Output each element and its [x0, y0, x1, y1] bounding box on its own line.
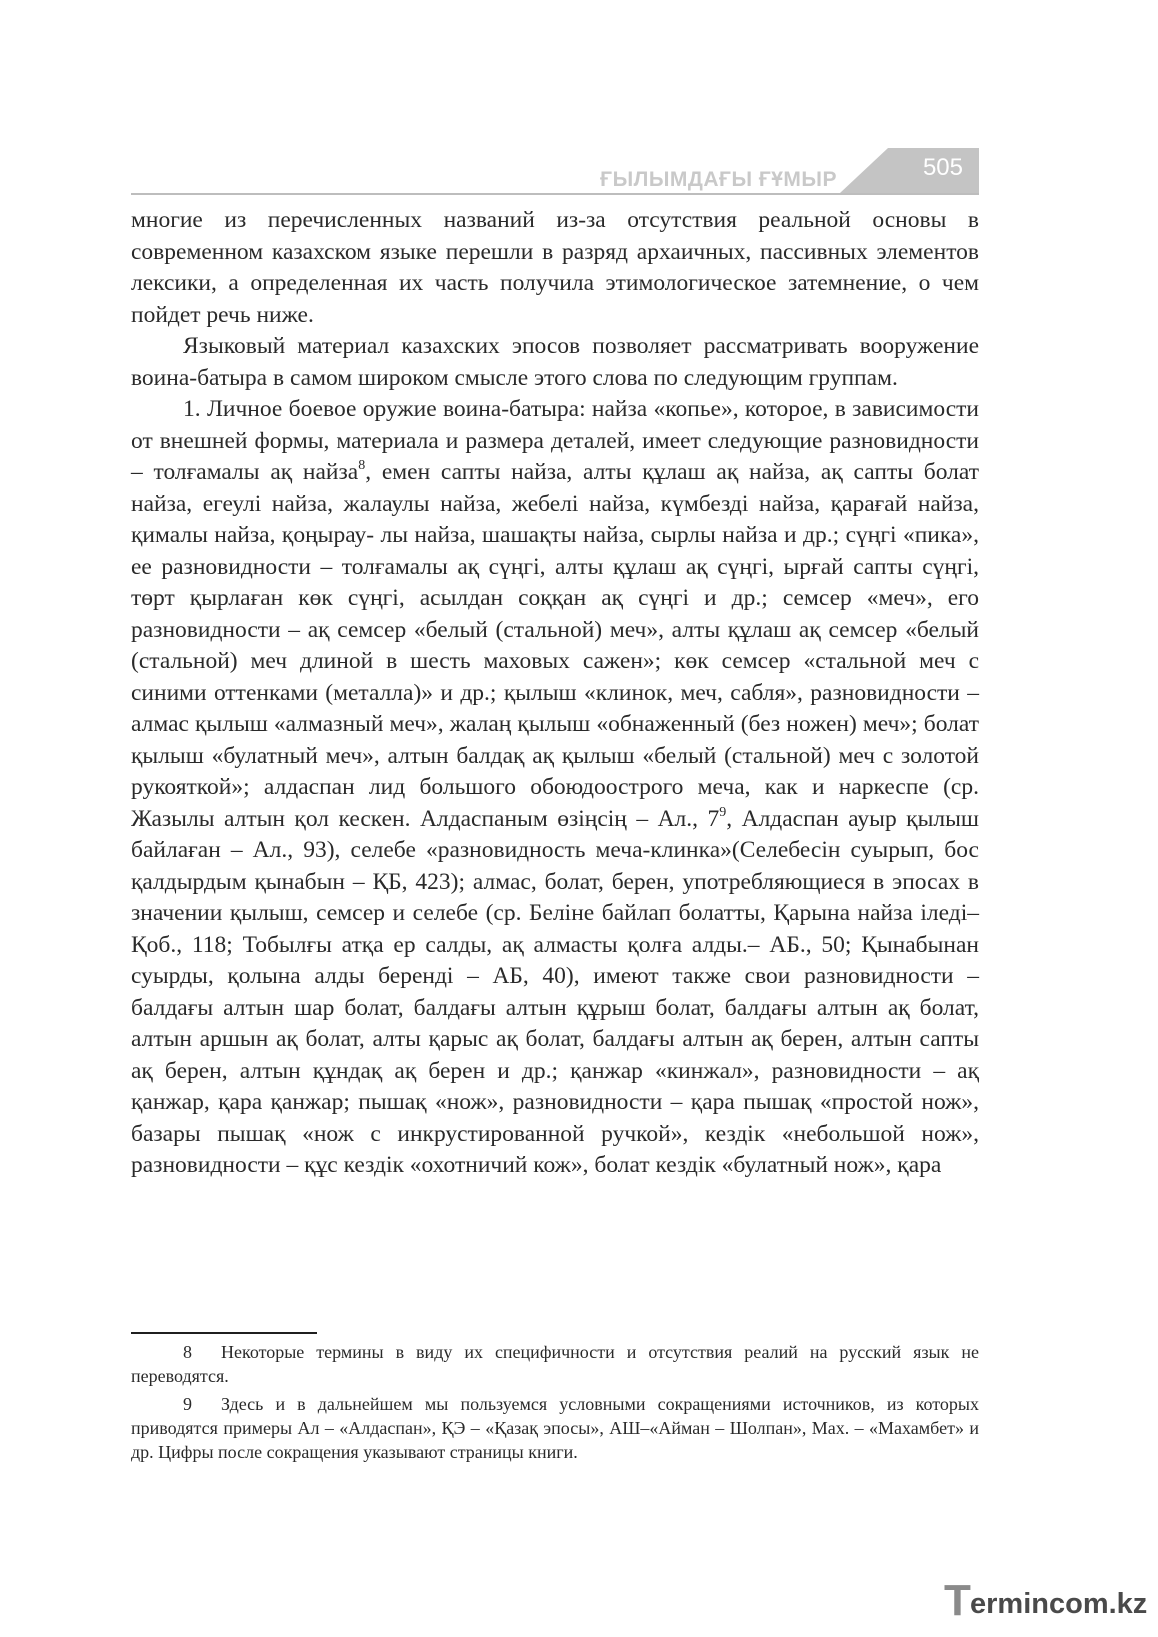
paragraph-3-part-a: 1. Личное боевое оружие воина-батыра: найза «копье», которое, в зависимости от внешней формы, материала и размера деталей, имеет следующие разновидности – толғамалы ақ найза [131, 396, 979, 485]
page-number: 505 [922, 154, 963, 181]
footnote-number: 9 [183, 1394, 192, 1414]
watermark-letter: T [944, 1576, 971, 1625]
footnote-text: Некоторые термины в виду их специфичности и отсутствия реалий на русский язык не переводятся. [131, 1342, 979, 1386]
watermark-logo [944, 1577, 1149, 1625]
paragraph-2: Языковый материал казахских эпосов позволяет рассматривать вооружение воина-батыра в самом широком смысле этого слова по следующим группам. [131, 333, 979, 391]
header-rule [131, 193, 979, 195]
footnote-number: 8 [183, 1342, 192, 1362]
paragraph-3-part-c: , Алдаспан ауыр қылыш байлаған – Ал., 93), селебе «разновидность меча-клинка»(Селебесін суырып, бос қалдырдым қынабын – ҚБ, 423); алмас, болат, берен, употребляющиеся в эпосах в значении қылыш, семсер и селебе (ср. Беліне байлап болатты, Қарына найза іледі– Қоб., 118; Тобылғы атқа ер салды, ақ алмасты қолға алды.– АБ., 50; Қынабынан суырды, қолына алды беренді – АБ, 40), имеют также свои разновидности – балдағы алтын шар болат, балдағы алтын құрыш болат, балдағы алтын ақ болат, алтын аршын ақ болат, алты қарыс ақ болат, балдағы алтын ақ берен, алтын сапты ақ берен, алтын құндақ ақ берен и др.; қанжар «кинжал», разновидности – ақ қанжар, қара қанжар; пышақ «нож», разновидности – қара пышақ «простой нож», базары пышақ «нож с инкрустированной ручкой», кездік «небольшой нож», разновидности – құс кездік «охотничий кож», болат кездік «булатный нож», қара [131, 805, 979, 1178]
running-header [131, 146, 979, 198]
header-title: ҒЫЛЫМДАҒЫ ҒҰМЫР [600, 168, 837, 191]
footnote-ref-8: 8 [358, 458, 366, 474]
body-text [131, 205, 979, 1182]
footnote-text: Здесь и в дальнейшем мы пользуемся условными сокращениями источников, из которых приводятся примеры Ал – «Алдаспан», ҚЭ – «Қазақ эпосы», АШ–«Айман – Шолпан», Мах. – «Махамбет» и др. Цифры после сокращения указывают страницы книги. [131, 1394, 979, 1462]
footnote-separator [131, 1332, 317, 1334]
footnote-9 [131, 1392, 979, 1464]
paragraph-3 [131, 394, 979, 1182]
paragraph-1: многие из перечисленных названий из-за отсутствия реальной основы в современном казахском языке перешли в разряд архаичных, пассивных элементов лексики, а определенная их часть получила этимологическое затемнение, о чем пойдет речь ниже. [131, 207, 979, 328]
paragraph-3-part-b: , емен сапты найза, алты құлаш ақ найза, ақ сапты болат найза, егеулі найза, жалаулы найза, жебелі найза, күмбезді найза, қарағай найза, қималы найза, қоңырау- лы найза, шашақты найза, сырлы найза и др.; сүңгі «пика», ее разновидности – толғамалы ақ сүңгі, алты құлаш ақ сүңгі, ырғай сапты сүңгі, төрт қырлаған көк сүңгі, асылдан соққан ақ сүңгі и др.; семсер «меч», его разновидности – ақ семсер «белый (стальной) меч», алты құлаш ақ семсер «белый (стальной) меч длиной в шесть маховых сажен»; көк семсер «стальной меч с синими оттенками (металла)» и др.; қылыш «клинок, меч, сабля», разновидности – алмас қылыш «алмазный меч», жалаң қылыш «обнаженный (без ножен) меч»; болат қылыш «булатный меч», алтын балдақ ақ қылыш «белый (стальной) меч с золотой рукояткой»; алдаспан лид большого обоюдоострого меча, как и наркеспе (ср. Жазылы алтын қол кескен. Алдаспаным өзіңсің – Ал., 7 [131, 459, 979, 832]
footnote-8 [131, 1340, 979, 1388]
watermark-text: ermincom.kz [970, 1588, 1148, 1620]
footnote-ref-9: 9 [719, 804, 727, 820]
footnotes [131, 1340, 979, 1468]
